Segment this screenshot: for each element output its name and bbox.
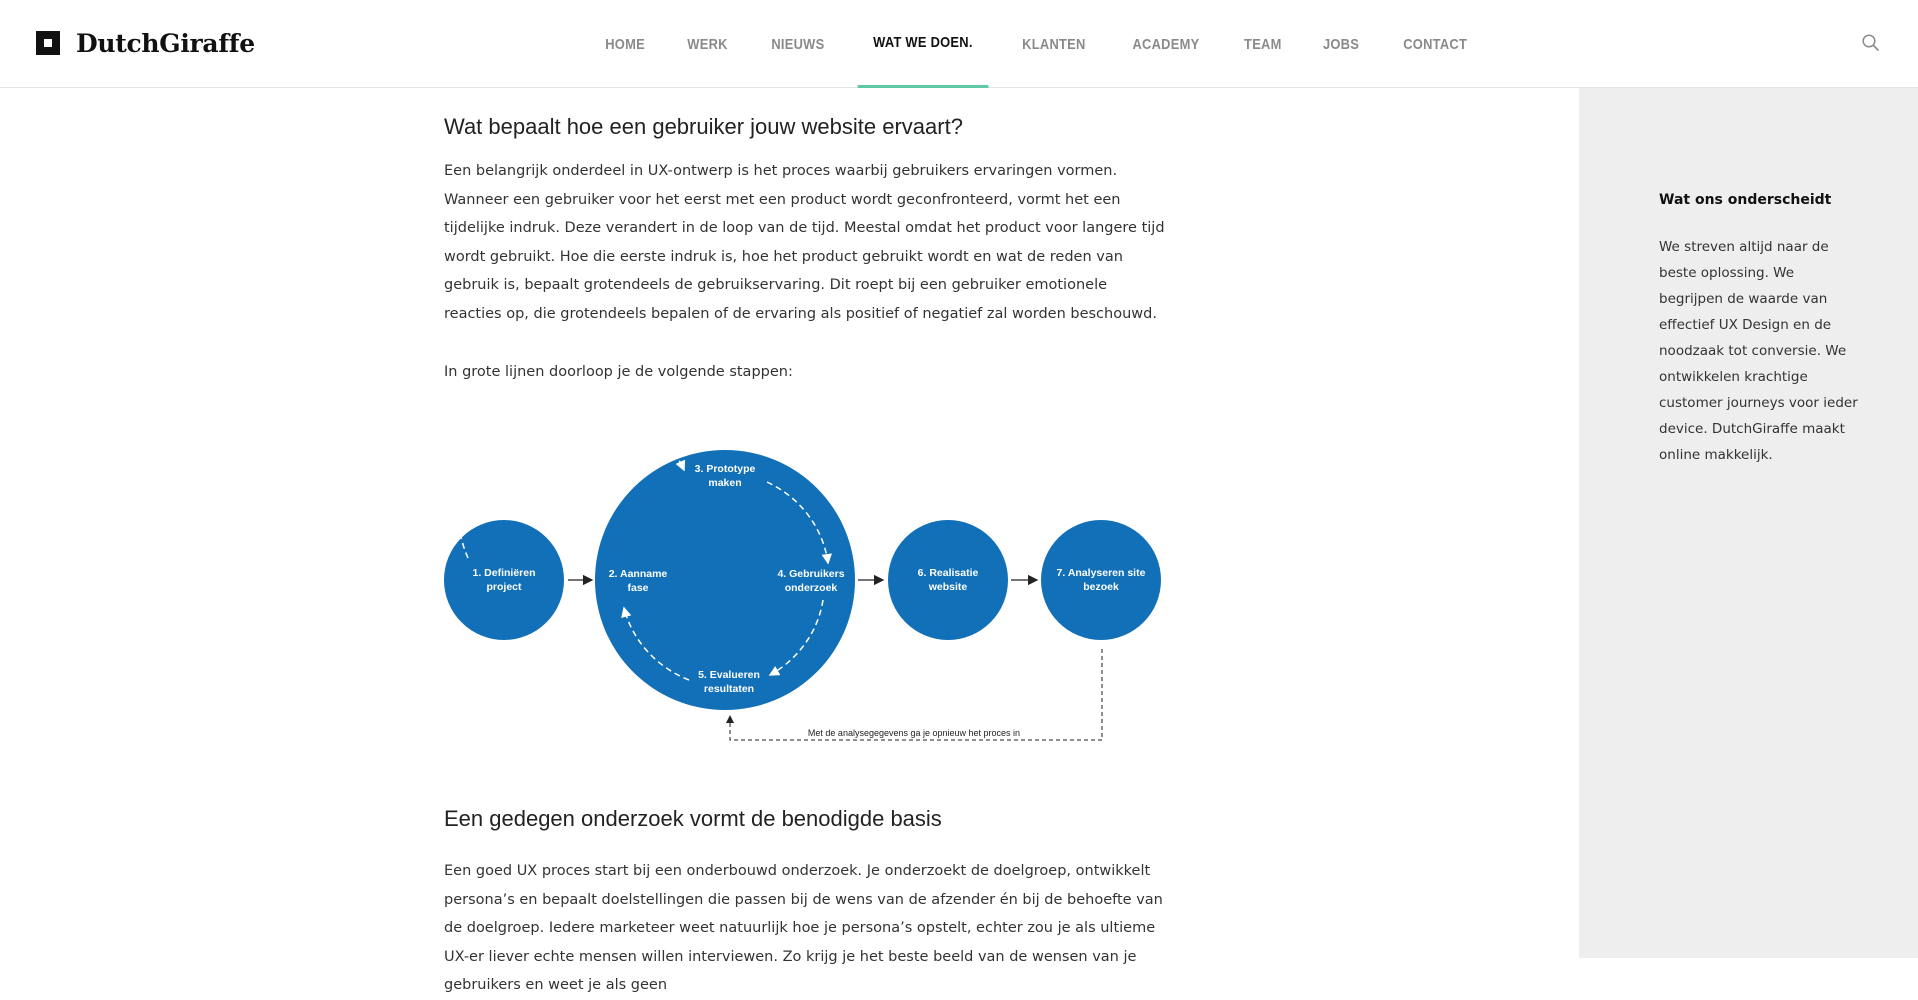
paragraph-2: In grote lijnen doorloop je de volgende stappen: [444, 364, 793, 380]
sidebar-title: Wat ons onderscheidt [1659, 192, 1832, 208]
section-heading-1: Wat bepaalt hoe een gebruiker jouw website ervaart? [444, 114, 963, 139]
logo[interactable] [36, 28, 255, 58]
step-3-line-2: maken [708, 477, 742, 489]
step-6-line-1: 6. Realisatie [917, 567, 979, 579]
nav-home[interactable]: HOME [605, 35, 645, 53]
step-7-line-1: 7. Analyseren site [1056, 567, 1146, 579]
step-2-line-1: 2. Aanname [608, 568, 668, 580]
main-nav [584, 0, 1491, 88]
paragraph-1: Een belangrijk onderdeel in UX-ontwerp is het proces waarbij gebruikers ervaringen vormen. Wanneer een gebruiker voor het eerst met een product wordt geconfronteerd, vormt het een tijdelijke indruk. Deze verandert in de loop van de tijd. Meestal omdat het product voor langere tijd wordt gebruikt. Hoe die eerste indruk is, hoe het product gebruikt wordt en wat de reden van gebruik is, bepaalt grotendeels de gebruikservaring. Dit roept bij een gebruiker emotionele reacties op, die grotendeels bepalen of de ervaring als positief of negatief zal worden beschouwd. [444, 163, 1165, 322]
nav-nieuws[interactable]: NIEUWS [771, 35, 825, 53]
step-circle-6 [888, 520, 1008, 640]
nav-klanten[interactable]: KLANTEN [1022, 35, 1086, 53]
step-1-line-1: 1. Definiëren [472, 567, 536, 579]
step-3-line-1: 3. Prototype [694, 463, 756, 475]
site-header [0, 0, 1918, 88]
step-circle-7 [1041, 520, 1161, 640]
logo-mark-icon [36, 31, 60, 55]
step-5-line-1: 5. Evalueren [698, 669, 760, 681]
step-4-line-1: 4. Gebruikers [777, 568, 845, 580]
nav-jobs[interactable]: JOBS [1323, 35, 1360, 53]
step-1-line-2: project [486, 581, 522, 593]
step-5-line-2: resultaten [703, 683, 755, 695]
step-4-line-2: onderzoek [784, 582, 838, 594]
nav-academy[interactable]: ACADEMY [1132, 35, 1200, 53]
step-6-line-2: website [928, 581, 968, 593]
nav-team[interactable]: TEAM [1243, 35, 1282, 53]
step-2-line-2: fase [627, 582, 649, 594]
search-icon[interactable] [1862, 34, 1878, 50]
ux-process-diagram [444, 440, 1164, 750]
section-heading-2: Een gedegen onderzoek vormt de benodigde basis [444, 806, 942, 831]
nav-contact[interactable]: CONTACT [1403, 35, 1468, 53]
sidebar [1579, 88, 1918, 958]
nav-werk[interactable]: WERK [687, 35, 728, 53]
logo-text: DutchGiraffe [76, 28, 255, 58]
step-7-line-2: bezoek [1083, 581, 1119, 593]
nav-wat-we-doen[interactable]: WAT WE DOEN. [858, 0, 989, 88]
sidebar-text: We streven altijd naar de beste oplossing. We begrijpen de waarde van effectief UX Design en de noodzaak tot conversie. We ontwikkelen krachtige customer journeys voor ieder device. DutchGiraffe maakt online makkelijk. [1659, 239, 1858, 463]
loop-label: Met de analysegegevens ga je opnieuw het proces in [807, 728, 1021, 738]
paragraph-3: Een goed UX proces start bij een onderbouwd onderzoek. Je onderzoekt de doelgroep, ontwikkelt persona’s en bepaalt doelstellingen die passen bij de wens van de afzender én bij de behoefte van de doelgroep. Iedere marketeer weet natuurlijk hoe je persona’s opstelt, echter zou je als ultieme UX-er liever echte mensen willen interviewen. Zo krijg je het beste beeld van de wensen van je gebruikers en weet je als geen [444, 863, 1163, 993]
